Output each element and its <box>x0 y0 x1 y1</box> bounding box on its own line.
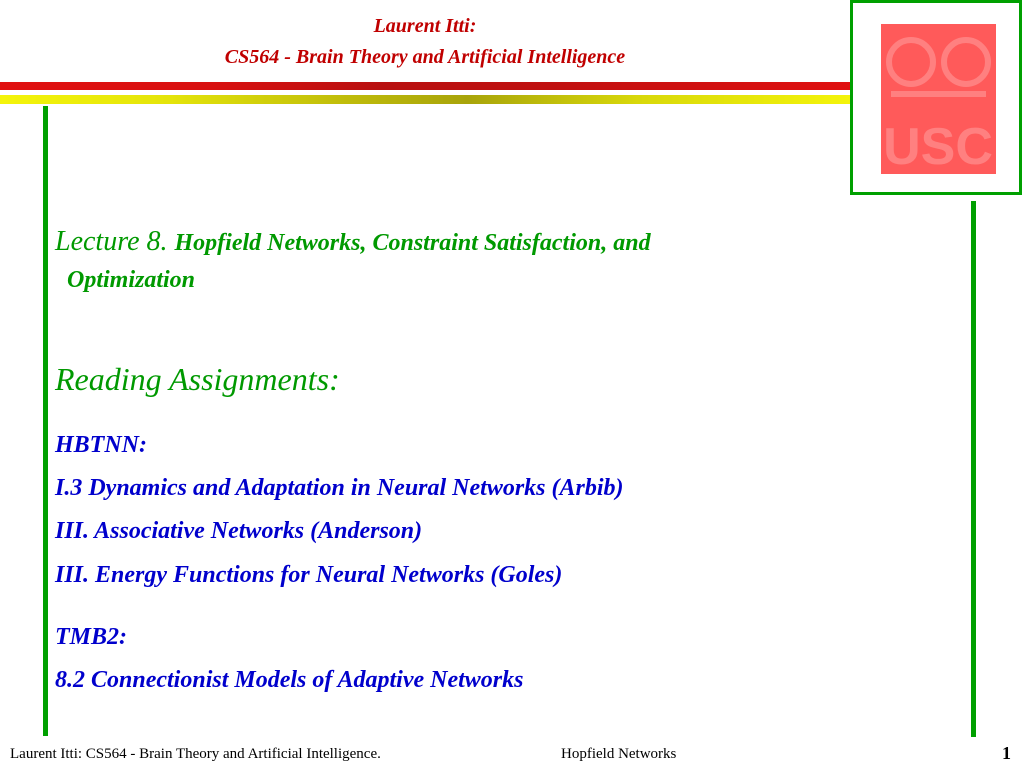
reading-item: I.3 Dynamics and Adaptation in Neural Networks (Arbib) <box>55 475 624 501</box>
footer-topic: Hopfield Networks <box>561 746 677 762</box>
left-green-rule <box>43 106 48 736</box>
reading-item: III. Associative Networks (Anderson) <box>55 518 423 544</box>
header-line-1: Laurent Itti: <box>373 15 477 37</box>
logo-frame <box>850 0 1022 195</box>
right-green-rule <box>971 201 976 737</box>
lecture-title <box>55 224 845 261</box>
header-line-2: CS564 - Brain Theory and Artificial Intelligence <box>224 46 626 68</box>
header-red-band <box>0 82 850 90</box>
footer-course: Laurent Itti: CS564 - Brain Theory and Artificial Intelligence. <box>10 746 381 762</box>
reading-assignments-heading: Reading Assignments: <box>55 361 340 397</box>
lecture-prefix: Lecture 8. <box>55 226 168 257</box>
lecture-subtitle-cont: Optimization <box>67 267 196 293</box>
reading-item: 8.2 Connectionist Models of Adaptive Networks <box>55 667 524 693</box>
lecture-subtitle: Hopfield Networks, Constraint Satisfaction, and <box>174 230 651 256</box>
usc-logo-graphic <box>881 24 996 174</box>
hbtnn-label: HBTNN: <box>55 432 147 458</box>
reading-item: III. Energy Functions for Neural Networks (Goles) <box>55 562 563 588</box>
usc-logo <box>881 24 996 174</box>
tmb2-label: TMB2: <box>55 624 127 650</box>
header-olive-band <box>0 95 850 104</box>
page-number: 1 <box>1002 743 1011 763</box>
logo-text: USC <box>883 118 993 174</box>
